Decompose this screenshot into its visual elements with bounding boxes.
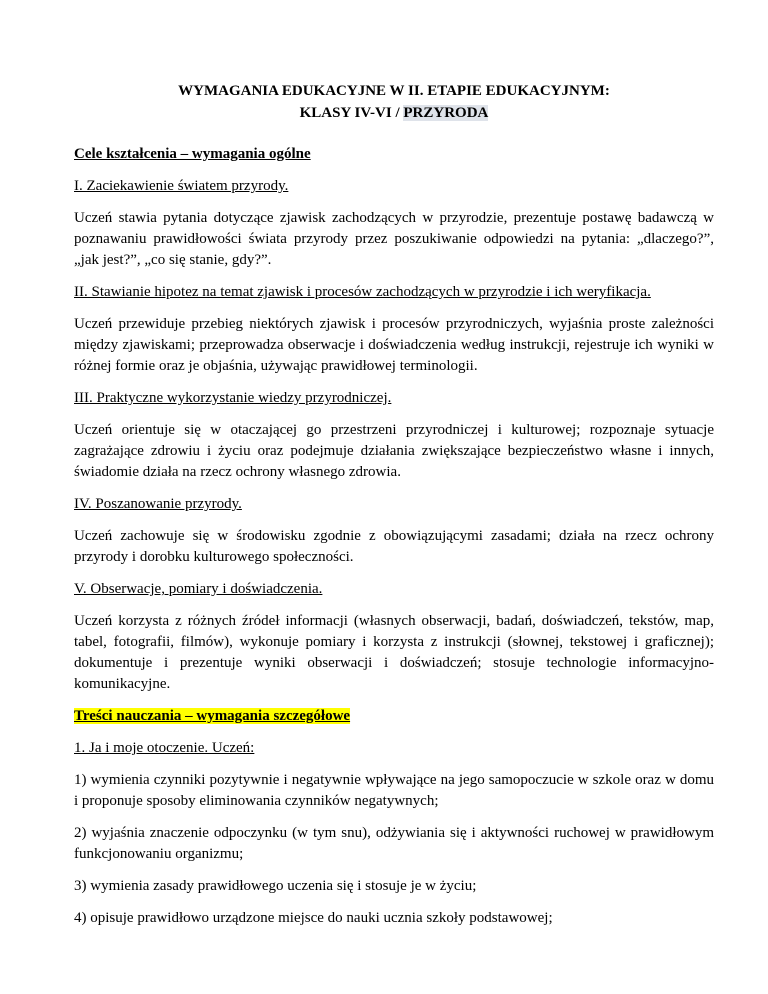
section-4-text: Uczeń zachowuje się w środowisku zgodnie z obowiązującymi zasadami; działa na rzecz ochrony przyrody i dorobku kulturowego społeczności. xyxy=(74,528,714,565)
general-requirements-heading: Cele kształcenia – wymagania ogólne xyxy=(74,146,311,162)
section-5-title: V. Obserwacje, pomiary i doświadczenia. xyxy=(74,581,323,597)
detailed-item-4: 4) opisuje prawidłowo urządzone miejsce do nauki ucznia szkoły podstawowej; xyxy=(74,910,553,926)
section-4-title: IV. Poszanowanie przyrody. xyxy=(74,496,242,512)
title-prefix: KLASY IV-VI / xyxy=(299,105,404,121)
section-5-text: Uczeń korzysta z różnych źródeł informacji (własnych obserwacji, badań, doświadczeń, tekstów, map, tabel, fotografii, filmów), wykonuje pomiary i korzysta z instrukcji (słownej, tekstowej i graficznej); dokumentuje i prezentuje wyniki obserwacji i doświadczeń; stosuje technologie informacyjno-komunikacyjne. xyxy=(74,613,714,692)
document-title-line-2 xyxy=(74,102,714,124)
document-page xyxy=(74,80,714,940)
detailed-subheading: 1. Ja i moje otoczenie. Uczeń: xyxy=(74,740,255,756)
section-2-text: Uczeń przewiduje przebieg niektórych zjawisk i procesów przyrodniczych, wyjaśnia proste zależności między zjawiskami; przeprowadza obserwacje i doświadczenia według instrukcji, rejestruje ich wyniki w różnej formie oraz je objaśnia, używając prawidłowej terminologii. xyxy=(74,316,714,374)
document-title-line-1: WYMAGANIA EDUKACYJNE W II. ETAPIE EDUKACYJNYM: xyxy=(178,83,610,99)
detailed-requirements-heading-wrap xyxy=(74,706,714,727)
section-2-title: II. Stawianie hipotez na temat zjawisk i procesów zachodzących w przyrodzie i ich weryfikacja. xyxy=(74,284,651,300)
section-3-text: Uczeń orientuje się w otaczającej go przestrzeni przyrodniczej i kulturowej; rozpoznaje sytuacje zagrażające zdrowiu i życiu oraz podejmuje działania zwiększające bezpieczeństwo własne i innych, świadomie działa na rzecz ochrony własnego zdrowia. xyxy=(74,422,714,480)
detailed-item-3: 3) wymienia zasady prawidłowego uczenia się i stosuje je w życiu; xyxy=(74,878,477,894)
section-3-title: III. Praktyczne wykorzystanie wiedzy przyrodniczej. xyxy=(74,390,392,406)
detailed-item-2: 2) wyjaśnia znaczenie odpoczynku (w tym snu), odżywiania się i aktywności ruchowej w prawidłowym funkcjonowaniu organizmu; xyxy=(74,825,714,862)
detailed-requirements-heading: Treści nauczania – wymagania szczegółowe xyxy=(74,708,351,724)
detailed-item-1: 1) wymienia czynniki pozytywnie i negatywnie wpływające na jego samopoczucie w szkole oraz w domu i proponuje sposoby eliminowania czynników negatywnych; xyxy=(74,772,714,809)
section-1-text: Uczeń stawia pytania dotyczące zjawisk zachodzących w przyrodzie, prezentuje postawę badawczą w poznawaniu prawidłowości świata przyrody przez poszukiwanie odpowiedzi na pytania: „dlaczego?”, „jak jest?”, „co się stanie, gdy?”. xyxy=(74,210,714,268)
title-subject-highlight: PRZYRODA xyxy=(403,105,489,121)
section-1-title: I. Zaciekawienie światem przyrody. xyxy=(74,178,289,194)
